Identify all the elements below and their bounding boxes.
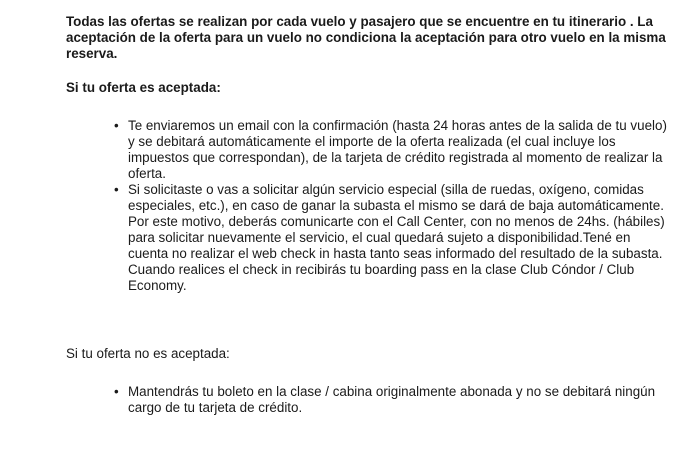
list-item-text: Te enviaremos un email con la confirmación (hasta 24 horas antes de la salida de tu vuelo) y se debitará automáticamente el importe de la oferta realizada (el cual incluye los impuestos que correspondan), de la tarjeta de crédito registrada al momento de realizar la oferta. [128, 118, 667, 181]
list-item [114, 384, 668, 416]
rejected-list [114, 384, 668, 416]
rejected-heading: Si tu oferta no es aceptada: [66, 346, 230, 361]
list-item-text: Mantendrás tu boleto en la clase / cabina originalmente abonada y no se debitará ningún cargo de tu tarjeta de crédito. [128, 384, 656, 415]
bullet-icon: • [114, 118, 119, 133]
accepted-heading: Si tu oferta es aceptada: [66, 80, 221, 95]
accepted-list [114, 118, 668, 294]
list-item [114, 182, 668, 294]
bullet-icon: • [114, 182, 119, 197]
intro-paragraph: Todas las ofertas se realizan por cada vuelo y pasajero que se encuentre en tu itinerario . La aceptación de la oferta para un vuelo no condiciona la aceptación para otro vuelo en la misma reserva. [66, 14, 666, 61]
bullet-icon: • [114, 384, 119, 399]
list-item-text: Si solicitaste o vas a solicitar algún servicio especial (silla de ruedas, oxígeno, comidas especiales, etc.), en caso de ganar la subasta el mismo se dará de baja automáticamente. Por este motivo, deberás comunicarte con el Call Center, con no menos de 24hs. (hábiles) para solicitar nuevamente el servicio, el cual quedará sujeto a disponibilidad.Tené en cuenta no realizar el web check in hasta tanto seas informado del resultado de la subasta. [128, 182, 665, 261]
boarding-note: Cuando realices el check in recibirás tu boarding pass en la clase Club Cóndor / Club Economy. [128, 262, 635, 293]
list-item [114, 118, 668, 182]
